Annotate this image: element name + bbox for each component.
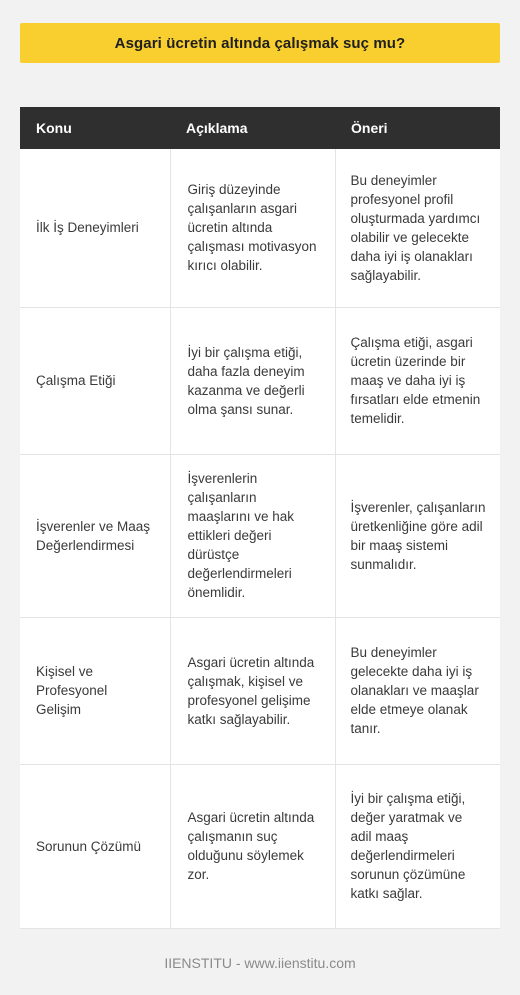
cell-explanation: Asgari ücretin altında çalışmak, kişisel ve profesyonel gelişime katkı sağlayabilir.: [170, 617, 335, 764]
cell-advice: İyi bir çalışma etiği, değer yaratmak ve adil maaş değerlendirmeleri sorunun çözümüne katkı sağlar.: [335, 764, 500, 928]
cell-explanation: Asgari ücretin altında çalışmanın suç olduğunu söylemek zor.: [170, 764, 335, 928]
cell-topic: İlk İş Deneyimleri: [20, 149, 170, 307]
cell-explanation: İşverenlerin çalışanların maaşlarını ve hak ettikleri değeri dürüstçe değerlendirmeleri önemlidir.: [170, 454, 335, 617]
table-header-row: [20, 107, 500, 149]
cell-topic: Sorunun Çözümü: [20, 764, 170, 928]
table-row: [20, 617, 500, 764]
column-header-topic: Konu: [20, 107, 170, 149]
table-row: [20, 454, 500, 617]
cell-topic: Kişisel ve Profesyonel Gelişim: [20, 617, 170, 764]
cell-topic: İşverenler ve Maaş Değerlendirmesi: [20, 454, 170, 617]
info-table: [20, 107, 500, 929]
title-banner: [20, 23, 500, 63]
cell-advice: Çalışma etiği, asgari ücretin üzerinde bir maaş ve daha iyi iş fırsatları elde etmenin temelidir.: [335, 307, 500, 454]
cell-explanation: İyi bir çalışma etiği, daha fazla deneyim kazanma ve değerli olma şansı sunar.: [170, 307, 335, 454]
cell-topic: Çalışma Etiği: [20, 307, 170, 454]
table-row: [20, 307, 500, 454]
column-header-advice: Öneri: [335, 107, 500, 149]
cell-advice: Bu deneyimler gelecekte daha iyi iş olanakları ve maaşlar elde etmeye olanak tanır.: [335, 617, 500, 764]
table-row: [20, 764, 500, 928]
cell-explanation: Giriş düzeyinde çalışanların asgari ücretin altında çalışması motivasyon kırıcı olabilir.: [170, 149, 335, 307]
page-title: Asgari ücretin altında çalışmak suç mu?: [114, 34, 406, 52]
cell-advice: Bu deneyimler profesyonel profil oluşturmada yardımcı olabilir ve gelecekte daha iyi iş olanakları sağlayabilir.: [335, 149, 500, 307]
footer-credit: IIENSTITU - www.iienstitu.com: [164, 955, 356, 971]
table-row: [20, 149, 500, 307]
column-header-explanation: Açıklama: [170, 107, 335, 149]
cell-advice: İşverenler, çalışanların üretkenliğine göre adil bir maaş sistemi sunmalıdır.: [335, 454, 500, 617]
